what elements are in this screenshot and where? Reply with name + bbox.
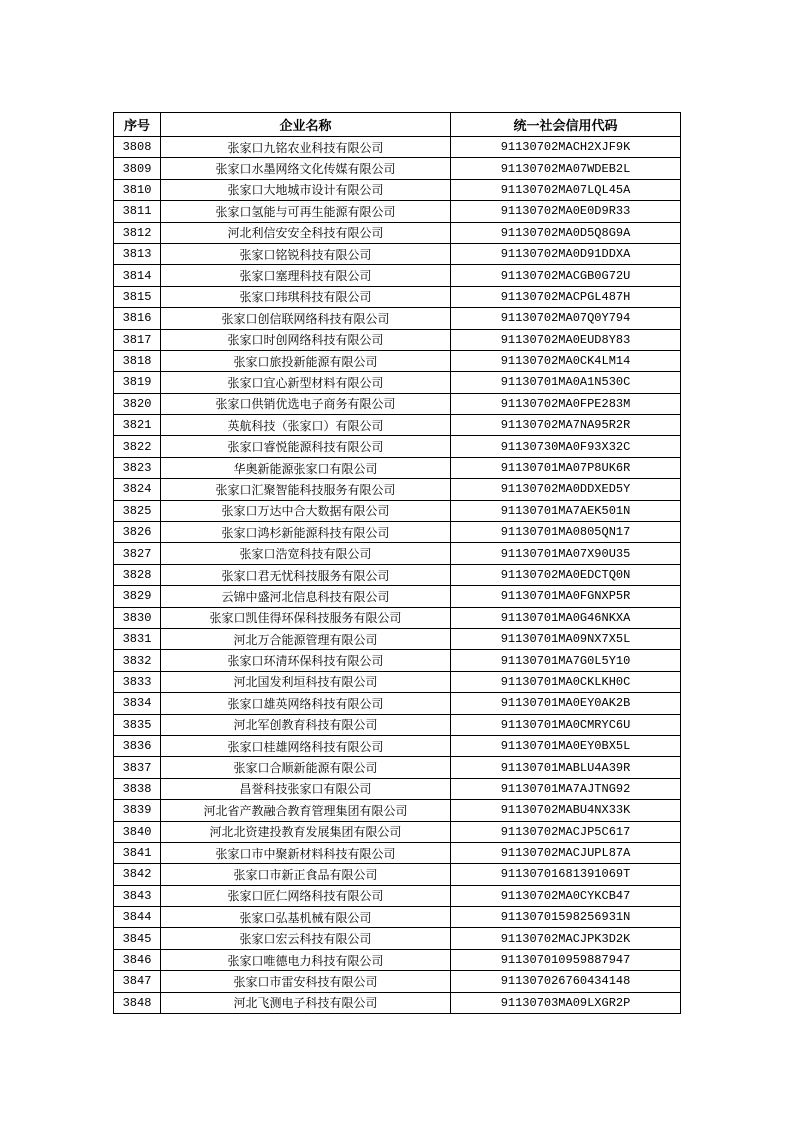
table-row	[114, 222, 681, 243]
serial-cell: 3836	[114, 735, 161, 756]
table-row	[114, 158, 681, 179]
serial-cell: 3811	[114, 201, 161, 222]
credit-code-cell: 91130730MA0F93X32C	[451, 436, 681, 457]
table-row	[114, 992, 681, 1013]
credit-code-cell: 91130701598256931N	[451, 907, 681, 928]
company-name-cell: 张家口宏云科技有限公司	[161, 928, 451, 949]
serial-cell: 3812	[114, 222, 161, 243]
credit-code-cell: 91130701MA0A1N530C	[451, 372, 681, 393]
table-row	[114, 821, 681, 842]
credit-code-cell: 91130701MA07P8UK6R	[451, 457, 681, 478]
table-row	[114, 714, 681, 735]
serial-cell: 3823	[114, 457, 161, 478]
company-name-cell: 河北军创教育科技有限公司	[161, 714, 451, 735]
serial-cell: 3844	[114, 907, 161, 928]
table-row	[114, 286, 681, 307]
company-name-cell: 张家口浩宽科技有限公司	[161, 543, 451, 564]
credit-code-cell: 91130702MABU4NX33K	[451, 800, 681, 821]
table-row	[114, 436, 681, 457]
credit-code-cell: 91130701MA0EY0BX5L	[451, 735, 681, 756]
company-name-cell: 张家口九铭农业科技有限公司	[161, 137, 451, 158]
company-name-cell: 张家口铭锐科技有限公司	[161, 243, 451, 264]
credit-code-cell: 91130702MA0EDCTQ0N	[451, 564, 681, 585]
company-name-cell: 河北飞测电子科技有限公司	[161, 992, 451, 1013]
credit-code-cell: 91130702MACPGL487H	[451, 286, 681, 307]
serial-cell: 3826	[114, 522, 161, 543]
credit-code-cell: 91130702MA0CYKCB47	[451, 885, 681, 906]
serial-cell: 3840	[114, 821, 161, 842]
serial-cell: 3839	[114, 800, 161, 821]
credit-code-cell: 91130701MA7G0L5Y10	[451, 650, 681, 671]
credit-code-cell: 91130701MA0EY0AK2B	[451, 693, 681, 714]
serial-cell: 3846	[114, 949, 161, 970]
company-name-cell: 张家口凯佳得环保科技服务有限公司	[161, 607, 451, 628]
table-row	[114, 393, 681, 414]
table-row	[114, 308, 681, 329]
company-name-cell: 张家口桂雄网络科技有限公司	[161, 735, 451, 756]
serial-cell: 3843	[114, 885, 161, 906]
serial-cell: 3809	[114, 158, 161, 179]
table-row	[114, 350, 681, 371]
serial-cell: 3833	[114, 671, 161, 692]
table-row	[114, 201, 681, 222]
credit-code-cell: 91130701MA0805QN17	[451, 522, 681, 543]
table-row	[114, 265, 681, 286]
credit-code-cell: 911307026760434148	[451, 971, 681, 992]
serial-cell: 3845	[114, 928, 161, 949]
table-row	[114, 628, 681, 649]
credit-code-cell: 91130702MA07WDEB2L	[451, 158, 681, 179]
credit-code-cell: 91130701MA07X90U35	[451, 543, 681, 564]
serial-cell: 3820	[114, 393, 161, 414]
company-table	[113, 112, 681, 1014]
credit-code-cell: 91130702MA0EUD8Y83	[451, 329, 681, 350]
credit-code-cell: 91130702MACGB0G72U	[451, 265, 681, 286]
table-row	[114, 607, 681, 628]
serial-cell: 3816	[114, 308, 161, 329]
company-name-cell: 张家口供销优选电子商务有限公司	[161, 393, 451, 414]
serial-cell: 3847	[114, 971, 161, 992]
credit-code-cell: 91130702MACJPK3D2K	[451, 928, 681, 949]
credit-code-cell: 91130701MA0CMRYC6U	[451, 714, 681, 735]
table-row	[114, 757, 681, 778]
company-name-cell: 张家口创信联网络科技有限公司	[161, 308, 451, 329]
table-row	[114, 500, 681, 521]
company-name-cell: 张家口唯德电力科技有限公司	[161, 949, 451, 970]
serial-cell: 3825	[114, 500, 161, 521]
table-row	[114, 693, 681, 714]
company-name-cell: 张家口塞理科技有限公司	[161, 265, 451, 286]
credit-code-cell: 91130701MA09NX7X5L	[451, 628, 681, 649]
col-header-serial: 序号	[114, 113, 161, 137]
company-name-cell: 张家口弘基机械有限公司	[161, 907, 451, 928]
serial-cell: 3808	[114, 137, 161, 158]
table-row	[114, 800, 681, 821]
table-row	[114, 329, 681, 350]
credit-code-cell: 91130701MA0G46NKXA	[451, 607, 681, 628]
credit-code-cell: 91130702MACJP5C617	[451, 821, 681, 842]
table-row	[114, 372, 681, 393]
credit-code-cell: 91130702MA07Q0Y794	[451, 308, 681, 329]
table-row	[114, 949, 681, 970]
credit-code-cell: 91130702MA7NA95R2R	[451, 415, 681, 436]
table-row	[114, 457, 681, 478]
col-header-credit-code: 统一社会信用代码	[451, 113, 681, 137]
company-name-cell: 张家口宜心新型材料有限公司	[161, 372, 451, 393]
company-name-cell: 张家口大地城市设计有限公司	[161, 179, 451, 200]
credit-code-cell: 91130702MA0FPE283M	[451, 393, 681, 414]
credit-code-cell: 911307010959887947	[451, 949, 681, 970]
serial-cell: 3814	[114, 265, 161, 286]
company-name-cell: 昌誉科技张家口有限公司	[161, 778, 451, 799]
credit-code-cell: 91130701681391069T	[451, 864, 681, 885]
company-name-cell: 英航科技（张家口）有限公司	[161, 415, 451, 436]
serial-cell: 3819	[114, 372, 161, 393]
serial-cell: 3832	[114, 650, 161, 671]
credit-code-cell: 91130702MA07LQL45A	[451, 179, 681, 200]
company-name-cell: 张家口旅投新能源有限公司	[161, 350, 451, 371]
table-row	[114, 907, 681, 928]
credit-code-cell: 91130701MA0FGNXP5R	[451, 586, 681, 607]
company-name-cell: 华奥新能源张家口有限公司	[161, 457, 451, 478]
table-row	[114, 586, 681, 607]
serial-cell: 3828	[114, 564, 161, 585]
credit-code-cell: 91130702MA0D5Q8G9A	[451, 222, 681, 243]
company-name-cell: 河北北资建投教育发展集团有限公司	[161, 821, 451, 842]
credit-code-cell: 91130701MABLU4A39R	[451, 757, 681, 778]
table-row	[114, 415, 681, 436]
company-name-cell: 张家口玮琪科技有限公司	[161, 286, 451, 307]
serial-cell: 3835	[114, 714, 161, 735]
table-row	[114, 543, 681, 564]
company-name-cell: 张家口鸿杉新能源科技有限公司	[161, 522, 451, 543]
serial-cell: 3831	[114, 628, 161, 649]
credit-code-cell: 91130702MA0CK4LM14	[451, 350, 681, 371]
serial-cell: 3817	[114, 329, 161, 350]
col-header-company-name: 企业名称	[161, 113, 451, 137]
company-name-cell: 云锦中盛河北信息科技有限公司	[161, 586, 451, 607]
serial-cell: 3848	[114, 992, 161, 1013]
serial-cell: 3837	[114, 757, 161, 778]
credit-code-cell: 91130702MACH2XJF9K	[451, 137, 681, 158]
serial-cell: 3830	[114, 607, 161, 628]
company-name-cell: 张家口睿悦能源科技有限公司	[161, 436, 451, 457]
company-name-cell: 张家口万达中合大数据有限公司	[161, 500, 451, 521]
credit-code-cell: 91130702MA0DDXED5Y	[451, 479, 681, 500]
company-name-cell: 张家口水墨网络文化传媒有限公司	[161, 158, 451, 179]
table-row	[114, 864, 681, 885]
table-row	[114, 243, 681, 264]
credit-code-cell: 91130701MA0CKLKH0C	[451, 671, 681, 692]
company-name-cell: 张家口氢能与可再生能源有限公司	[161, 201, 451, 222]
company-name-cell: 河北万合能源管理有限公司	[161, 628, 451, 649]
table-row	[114, 671, 681, 692]
company-name-cell: 张家口匠仁网络科技有限公司	[161, 885, 451, 906]
table-row	[114, 778, 681, 799]
table-header	[114, 113, 681, 137]
credit-code-cell: 91130702MA0D91DDXA	[451, 243, 681, 264]
table-row	[114, 842, 681, 863]
serial-cell: 3815	[114, 286, 161, 307]
company-name-cell: 张家口汇聚智能科技服务有限公司	[161, 479, 451, 500]
table-row	[114, 735, 681, 756]
serial-cell: 3813	[114, 243, 161, 264]
table-row	[114, 137, 681, 158]
table-row	[114, 522, 681, 543]
serial-cell: 3842	[114, 864, 161, 885]
table-row	[114, 928, 681, 949]
credit-code-cell: 91130702MACJUPL87A	[451, 842, 681, 863]
credit-code-cell: 91130701MA7AJTNG92	[451, 778, 681, 799]
serial-cell: 3838	[114, 778, 161, 799]
table-body	[114, 137, 681, 1014]
serial-cell: 3824	[114, 479, 161, 500]
serial-cell: 3818	[114, 350, 161, 371]
company-name-cell: 河北省产教融合教育管理集团有限公司	[161, 800, 451, 821]
serial-cell: 3834	[114, 693, 161, 714]
table-row	[114, 885, 681, 906]
credit-code-cell: 91130703MA09LXGR2P	[451, 992, 681, 1013]
serial-cell: 3821	[114, 415, 161, 436]
serial-cell: 3827	[114, 543, 161, 564]
company-name-cell: 张家口君无忧科技服务有限公司	[161, 564, 451, 585]
company-name-cell: 张家口市中聚新材料科技有限公司	[161, 842, 451, 863]
credit-code-cell: 91130702MA0E0D9R33	[451, 201, 681, 222]
company-name-cell: 河北利信安安全科技有限公司	[161, 222, 451, 243]
serial-cell: 3841	[114, 842, 161, 863]
serial-cell: 3829	[114, 586, 161, 607]
table-row	[114, 650, 681, 671]
serial-cell: 3810	[114, 179, 161, 200]
company-name-cell: 河北国发利垣科技有限公司	[161, 671, 451, 692]
company-name-cell: 张家口合顺新能源有限公司	[161, 757, 451, 778]
table-row	[114, 479, 681, 500]
serial-cell: 3822	[114, 436, 161, 457]
table-row	[114, 564, 681, 585]
table-row	[114, 971, 681, 992]
header-row	[114, 113, 681, 137]
table-row	[114, 179, 681, 200]
company-name-cell: 张家口时创网络科技有限公司	[161, 329, 451, 350]
credit-code-cell: 91130701MA7AEK501N	[451, 500, 681, 521]
company-name-cell: 张家口市雷安科技有限公司	[161, 971, 451, 992]
company-name-cell: 张家口市新正食品有限公司	[161, 864, 451, 885]
company-name-cell: 张家口雄英网络科技有限公司	[161, 693, 451, 714]
company-name-cell: 张家口环清环保科技有限公司	[161, 650, 451, 671]
